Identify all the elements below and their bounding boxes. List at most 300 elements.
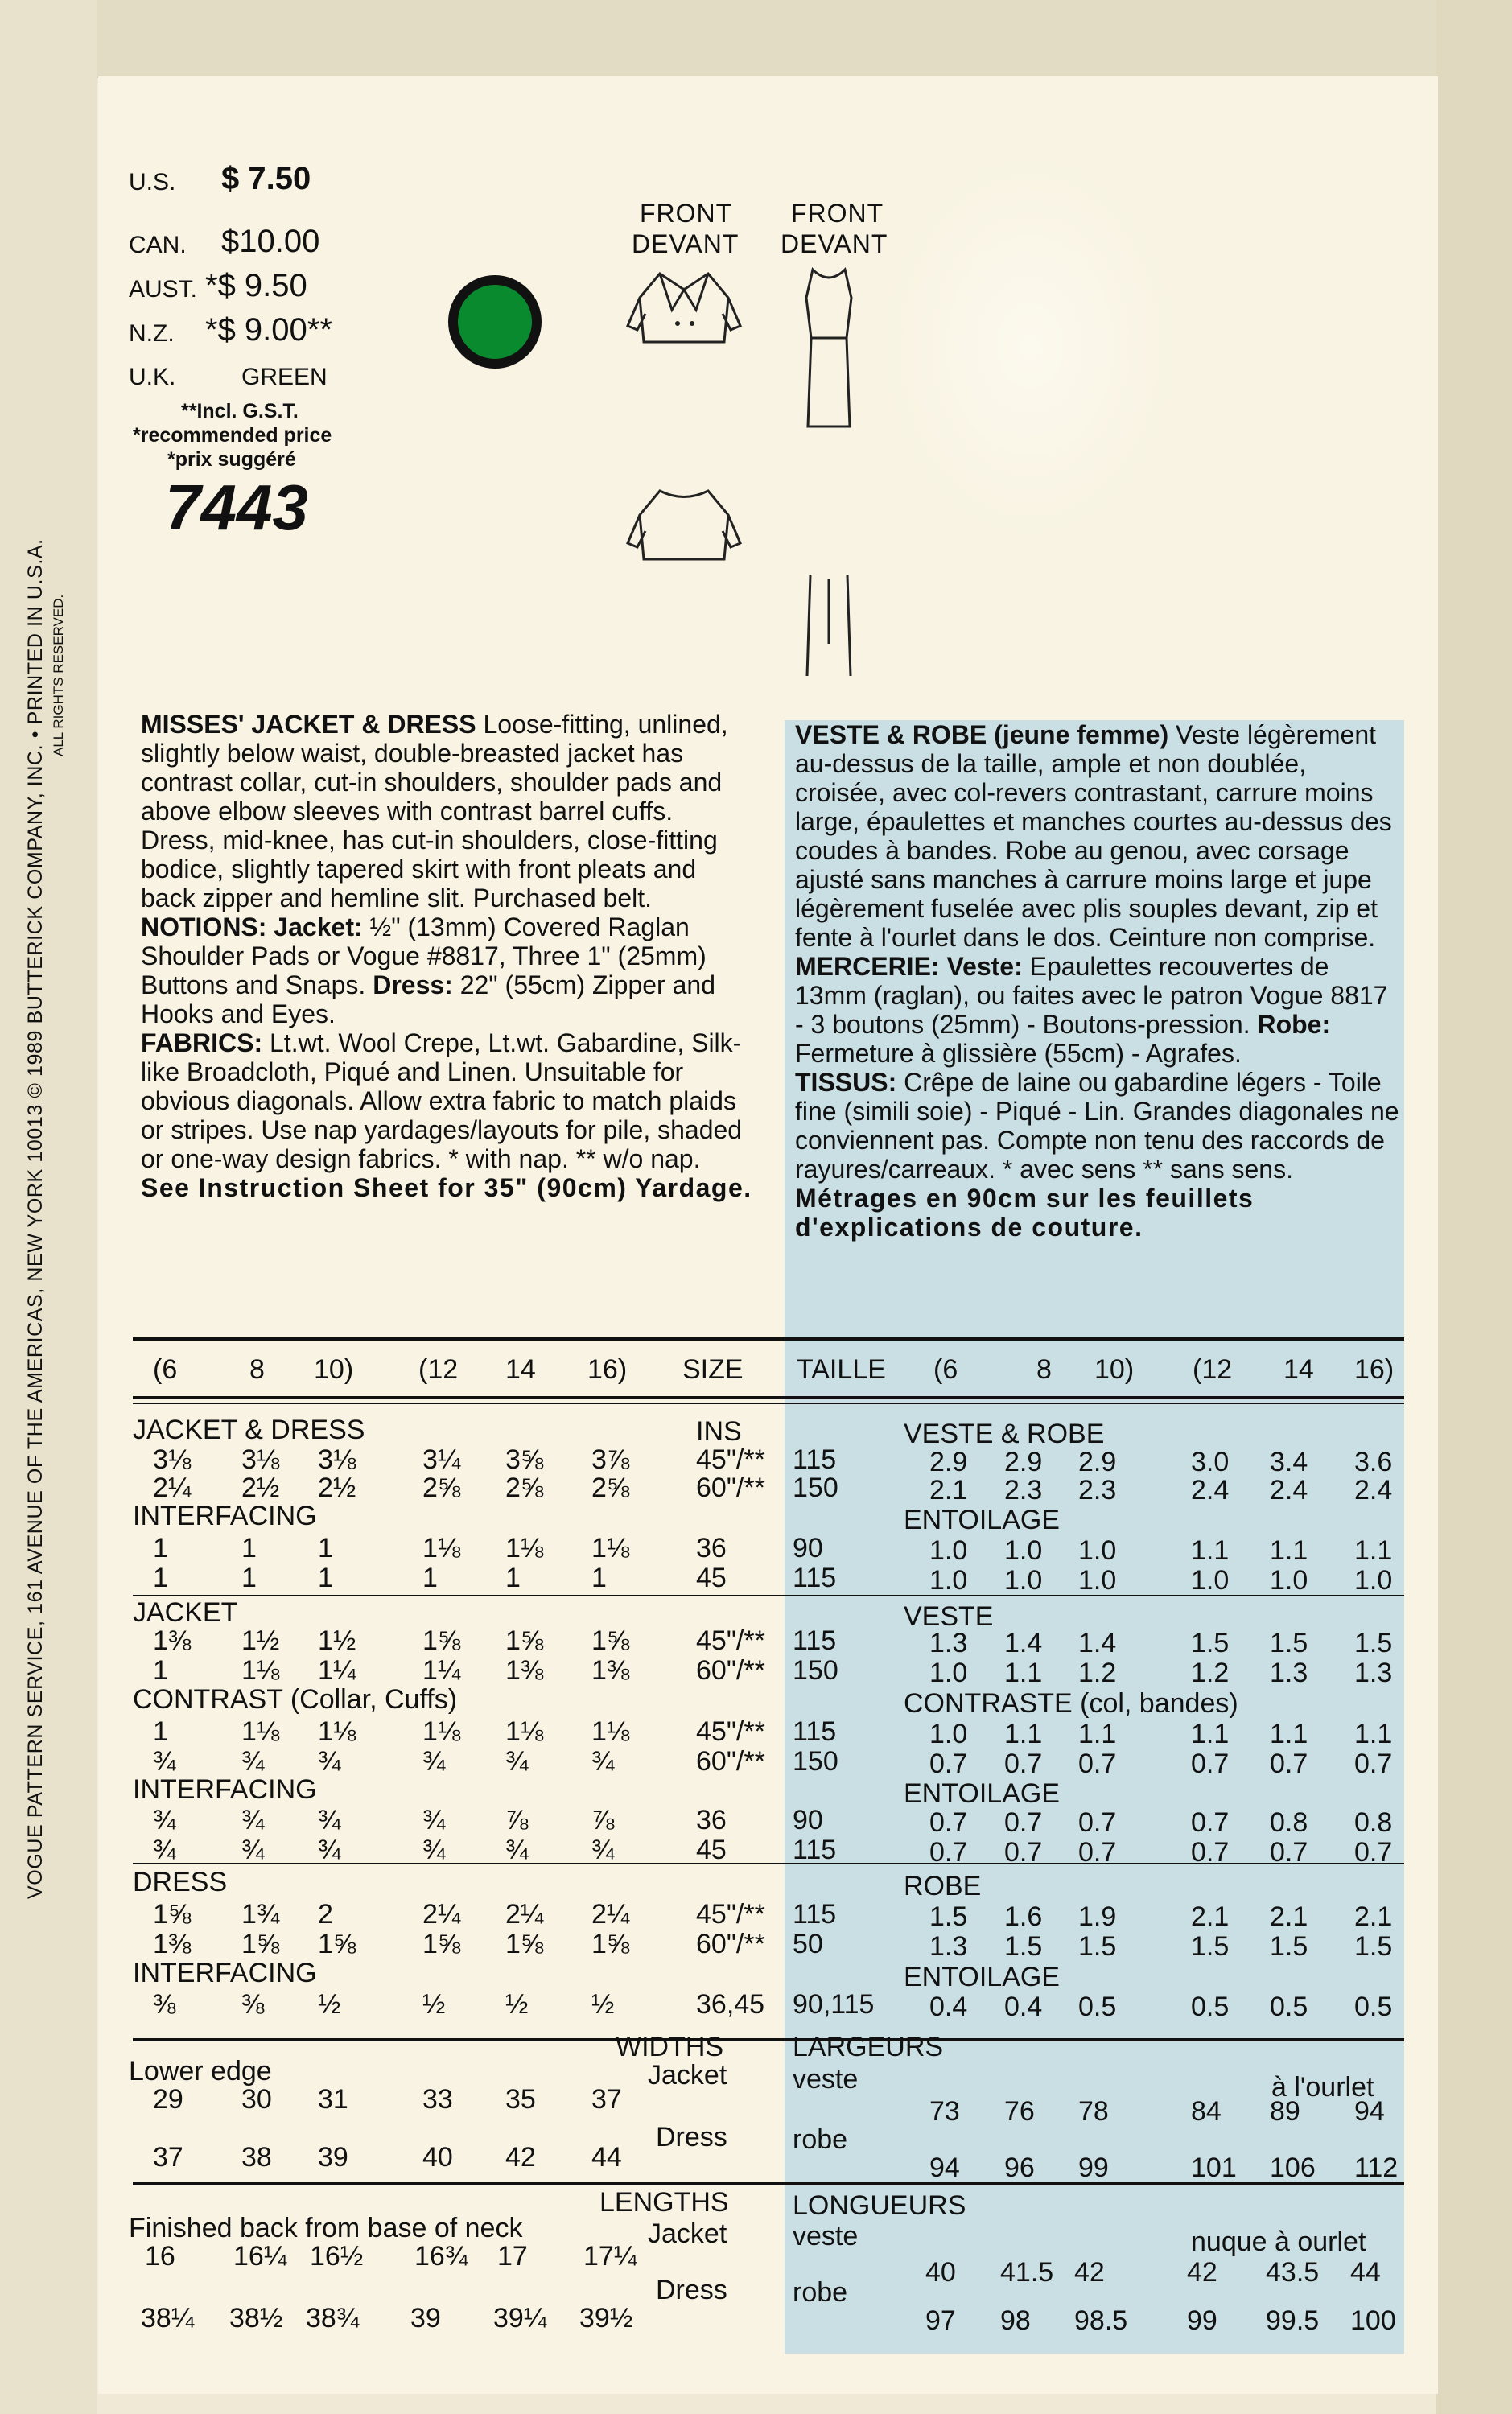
fabrics: Lt.wt. Wool Crepe, Lt.wt. Gabardine, Silk-like Broadcloth, Piqué and Linen. Unsuitable for obvious diagonals. Allow extra fabric to match plaids or stripes. Use nap yardages/layouts for pile, shaded or one-way design fabrics. * with nap. ** w/o nap.	[141, 1028, 743, 1173]
yardage-cell-en: ⅞	[505, 1805, 529, 1835]
yardage-cell-en: 1⅝	[241, 1929, 280, 1959]
width-robe-fr: 112	[1354, 2152, 1399, 2183]
yardage-cell-fr: 0.7	[1191, 1807, 1230, 1838]
width-dress-en: 42	[505, 2142, 536, 2173]
widths-label: WIDTHS	[616, 2032, 724, 2062]
section-label-fr: VESTE & ROBE	[904, 1419, 1105, 1449]
size-fr: 8	[1036, 1354, 1052, 1385]
width-robe-fr: 101	[1191, 2152, 1237, 2183]
yardage-cell-en: 3⅛	[241, 1444, 280, 1475]
yardage-cell-fr: 1.5	[1354, 1628, 1393, 1658]
notions-dress: 22" (55cm) Zipper and Hooks and Eyes.	[141, 970, 715, 1028]
yardage-cell-fr: 1.1	[1191, 1719, 1230, 1749]
fabrics-label: FABRICS:	[141, 1028, 263, 1057]
length-jacket-en: 17¼	[583, 2241, 637, 2272]
yardage-cell-fr: 1.5	[1270, 1931, 1308, 1962]
yardage-cell-en: ½	[422, 1989, 446, 2020]
yardage-cell-fr: 1.0	[1004, 1535, 1043, 1566]
yardage-cell-en: 2¼	[153, 1473, 192, 1503]
yardage-cell-en: ¾	[318, 1805, 341, 1835]
yardage-cell-en: 3⅛	[318, 1444, 356, 1475]
fabric-width-cm: 150	[793, 1746, 838, 1777]
fabric-width-in: 60"/**	[696, 1473, 765, 1503]
fabric-width-in: 60"/**	[696, 1929, 765, 1959]
section-label-fr: ENTOILAGE	[904, 1962, 1060, 1992]
yardage-cell-en: 1⅛	[422, 1533, 461, 1563]
yardage-cell-en: 1⅛	[505, 1533, 544, 1563]
yardage-cell-en: 1⅜	[505, 1655, 544, 1686]
yardage-cell-en: 1	[505, 1563, 521, 1593]
length-jacket-en: 16¾	[414, 2241, 468, 2272]
yardage-cell-fr: 1.1	[1191, 1535, 1230, 1566]
french-desc: Veste légèrement au-dessus de la taille, ample et non doublée, croisée, avec col-revers contrastant, carrure moins large, épaulettes et manches courtes au-dessus des coudes à bandes. Robe au genou, avec corsage ajusté sans manches à carrure moins large et jupe légèrement fuselée avec plis souples devant, zip et fente à l'ourlet dans le dos. Ceinture non comprise.	[795, 720, 1392, 952]
taille-label: TAILLE	[797, 1354, 886, 1385]
length-dress-en: 38½	[229, 2303, 283, 2334]
uk-green-dot	[447, 274, 543, 370]
yardage-cell-fr: 1.1	[1270, 1535, 1308, 1566]
yardage-cell-fr: 0.5	[1270, 1992, 1308, 2022]
can-label: CAN.	[129, 232, 187, 258]
length-robe-fr: 97	[925, 2305, 956, 2336]
yardage-cell-fr: 1.0	[929, 1565, 968, 1596]
yardage-cell-en: 1⅛	[422, 1716, 461, 1747]
yardage-cell-en: 1½	[318, 1625, 356, 1656]
yardage-cell-en: 1	[241, 1533, 257, 1563]
section-label-en: INTERFACING	[133, 1501, 317, 1531]
size-fr: 14	[1283, 1354, 1314, 1385]
fabric-width-cm: 90	[793, 1805, 823, 1835]
length-veste-fr: 41.5	[1000, 2257, 1054, 2288]
yardage-cell-fr: 0.7	[1078, 1837, 1117, 1868]
yardage-cell-fr: 1.0	[929, 1535, 968, 1566]
yardage-cell-fr: 0.5	[1191, 1992, 1230, 2022]
yardage-cell-en: 1	[241, 1563, 257, 1593]
us-price: $ 7.50	[221, 161, 311, 196]
fabric-width-cm: 90	[793, 1533, 823, 1563]
yardage-cell-en: ⅞	[591, 1805, 615, 1835]
fabric-width-cm: 115	[793, 1563, 837, 1593]
mercerie-robe: Fermeture à glissière (55cm) - Agrafes.	[795, 1039, 1242, 1068]
finished-back-label: Finished back from base of neck	[129, 2213, 523, 2243]
yardage-cell-fr: 3.0	[1191, 1447, 1230, 1477]
yardage-cell-fr: 1.2	[1078, 1658, 1117, 1688]
fabric-width-cm: 90,115	[793, 1989, 875, 2020]
fabric-width-in: 60"/**	[696, 1746, 765, 1777]
yardage-cell-en: ¾	[241, 1805, 265, 1835]
yardage-cell-en: ¾	[422, 1805, 446, 1835]
section-label-en: INTERFACING	[133, 1958, 317, 1988]
table-rule-widths	[133, 2038, 1404, 2041]
yardage-cell-fr: 0.7	[1191, 1749, 1230, 1779]
yardage-cell-fr: 1.5	[1354, 1931, 1393, 1962]
yardage-cell-en: 2¼	[505, 1899, 544, 1930]
yardage-cell-en: ¾	[153, 1835, 176, 1865]
largeurs-label: LARGEURS	[793, 2032, 944, 2062]
yardage-cell-fr: 0.4	[929, 1992, 968, 2022]
length-veste-fr: 40	[925, 2257, 956, 2288]
yardage-cell-en: 1⅝	[591, 1929, 630, 1959]
yardage-cell-en: 1	[318, 1563, 333, 1593]
dress-back-sketch	[801, 571, 857, 676]
yardage-cell-en: 2	[318, 1899, 333, 1930]
yardage-cell-fr: 0.8	[1354, 1807, 1393, 1838]
yardage-cell-fr: 1.1	[1004, 1658, 1043, 1688]
yardage-cell-en: ¾	[241, 1746, 265, 1777]
size-fr: (6	[933, 1354, 958, 1385]
yardage-cell-fr: 3.4	[1270, 1447, 1308, 1477]
section-label-en: JACKET & DRESS	[133, 1415, 365, 1445]
width-veste-fr: 76	[1004, 2096, 1035, 2127]
veste-label: Veste:	[946, 952, 1023, 981]
yardage-cell-fr: 1.1	[1354, 1719, 1393, 1749]
yardage-cell-fr: 0.5	[1354, 1992, 1393, 2022]
yardage-cell-fr: 2.3	[1078, 1475, 1117, 1506]
view-label-front-1: FRONT	[640, 199, 733, 228]
fabric-width-in: 45"/**	[696, 1444, 765, 1475]
length-robe-fr: 98.5	[1074, 2305, 1128, 2336]
width-veste-fr: 78	[1078, 2096, 1109, 2127]
fabric-width-in: 45	[696, 1835, 727, 1865]
yardage-cell-en: 1⅜	[153, 1929, 192, 1959]
yardage-cell-fr: 1.0	[1270, 1565, 1308, 1596]
yardage-cell-en: 1⅝	[505, 1929, 544, 1959]
fabric-width-in: 45"/**	[696, 1625, 765, 1656]
length-robe-fr: 99.5	[1266, 2305, 1320, 2336]
yardage-cell-en: 2⅝	[591, 1473, 630, 1503]
section-label-en: INTERFACING	[133, 1774, 317, 1805]
length-dress-en: 39	[410, 2303, 441, 2334]
notions-jacket: ½" (13mm) Covered Raglan Shoulder Pads or Vogue #8817, Three 1" (25mm) Buttons and Snaps.	[141, 912, 707, 999]
yardage-cell-en: ¾	[422, 1835, 446, 1865]
yardage-cell-fr: 0.7	[1270, 1749, 1308, 1779]
fabric-width-in: 36,45	[696, 1989, 765, 2020]
price-note-recommended: *recommended price	[133, 424, 332, 447]
lengths-veste-label: veste	[793, 2221, 859, 2251]
width-dress-en: 44	[591, 2142, 622, 2173]
yardage-cell-fr: 2.1	[929, 1475, 968, 1506]
yardage-cell-en: 1⅝	[422, 1625, 461, 1656]
yardage-cell-en: 1⅛	[318, 1716, 356, 1747]
yardage-cell-en: ¾	[505, 1746, 529, 1777]
fabric-width-in: 60"/**	[696, 1655, 765, 1686]
yardage-cell-fr: 2.9	[929, 1447, 968, 1477]
longueurs-label: LONGUEURS	[793, 2190, 966, 2221]
width-dress-en: 37	[153, 2142, 183, 2173]
fabric-width-cm: 150	[793, 1655, 838, 1686]
section-label-fr: ROBE	[904, 1871, 982, 1901]
fabric-width-cm: 115	[793, 1835, 837, 1865]
robe-label: Robe:	[1257, 1010, 1331, 1039]
size-en: 14	[505, 1354, 536, 1385]
french-description	[795, 720, 1403, 1242]
length-dress-en: 38¼	[141, 2303, 195, 2334]
yardage-cell-fr: 1.1	[1004, 1719, 1043, 1749]
width-veste-fr: 73	[929, 2096, 960, 2127]
size-fr: 10)	[1094, 1354, 1135, 1385]
envelope-flap	[0, 0, 1512, 78]
nz-price: *$ 9.00**	[205, 312, 332, 348]
yardage-cell-en: 1½	[241, 1625, 280, 1656]
yardage-cell-en: 1⅛	[505, 1716, 544, 1747]
yardage-cell-fr: 0.8	[1270, 1807, 1308, 1838]
yardage-cell-en: 1	[591, 1563, 607, 1593]
length-veste-fr: 42	[1187, 2257, 1217, 2288]
yardage-cell-en: 1¼	[318, 1655, 356, 1686]
yardage-cell-fr: 1.1	[1270, 1719, 1308, 1749]
yardage-cell-en: ¾	[241, 1835, 265, 1865]
widths-jacket-label: Jacket	[648, 2060, 727, 2091]
yardage-cell-fr: 1.0	[1354, 1565, 1393, 1596]
view-label-front-2: FRONT	[791, 199, 884, 228]
ins-label: INS	[696, 1416, 742, 1447]
nuque-label: nuque à ourlet	[1191, 2227, 1366, 2257]
width-jacket-en: 30	[241, 2084, 272, 2115]
section-label-en: CONTRAST (Collar, Cuffs)	[133, 1684, 458, 1715]
size-fr: (12	[1193, 1354, 1233, 1385]
yardage-cell-en: 1¼	[422, 1655, 461, 1686]
yardage-cell-fr: 1.5	[929, 1901, 968, 1932]
english-desc: Loose-fitting, unlined, slightly below waist, double-breasted jacket has contrast collar, cut-in shoulders, shoulder pads and above elbow sleeves with contrast barrel cuffs. Dress, mid-knee, has cut-in shoulders, close-fitting bodice, slightly tapered skirt with front pleats and back zipper and hemline slit. Purchased belt.	[141, 710, 728, 912]
fabric-width-in: 36	[696, 1805, 727, 1835]
yardage-cell-fr: 1.5	[1191, 1931, 1230, 1962]
yardage-cell-fr: 1.3	[929, 1628, 968, 1658]
yardage-cell-fr: 0.7	[929, 1807, 968, 1838]
size-en: 8	[249, 1354, 265, 1385]
fabric-width-in: 45	[696, 1563, 727, 1593]
width-jacket-en: 35	[505, 2084, 536, 2115]
yardage-cell-fr: 2.1	[1191, 1901, 1230, 1932]
yardage-cell-fr: 0.7	[1004, 1837, 1043, 1868]
aust-price: *$ 9.50	[205, 268, 307, 303]
yardage-cell-en: ½	[318, 1989, 341, 2020]
yardage-cell-en: 1⅝	[591, 1625, 630, 1656]
section-label-en: JACKET	[133, 1597, 238, 1628]
price-note-suggere: *prix suggéré	[167, 448, 296, 471]
yardage-cell-fr: 1.5	[1270, 1628, 1308, 1658]
yardage-cell-fr: 2.4	[1191, 1475, 1230, 1506]
lower-edge-label: Lower edge	[129, 2056, 272, 2087]
length-jacket-en: 16½	[310, 2241, 364, 2272]
yardage-cell-fr: 0.7	[1270, 1837, 1308, 1868]
yardage-cell-fr: 1.4	[1078, 1628, 1117, 1658]
metrages-note: Métrages en 90cm sur les feuillets d'explications de couture.	[795, 1184, 1255, 1242]
yardage-cell-fr: 1.0	[1191, 1565, 1230, 1596]
dress-front-sketch	[797, 266, 861, 426]
yardage-cell-fr: 0.7	[1004, 1807, 1043, 1838]
view-label-devant-2: DEVANT	[781, 229, 888, 258]
yardage-cell-fr: 2.4	[1354, 1475, 1393, 1506]
lengths-robe-label: robe	[793, 2277, 848, 2308]
yardage-cell-fr: 1.9	[1078, 1901, 1117, 1932]
yardage-cell-fr: 0.4	[1004, 1992, 1043, 2022]
yardage-cell-fr: 0.7	[929, 1749, 968, 1779]
yardage-cell-en: 1⅝	[505, 1625, 544, 1656]
yardage-cell-fr: 1.5	[1004, 1931, 1043, 1962]
yardage-cell-en: 1	[153, 1563, 168, 1593]
yardage-cell-en: ⅜	[153, 1989, 176, 2020]
yardage-cell-en: 1	[318, 1533, 333, 1563]
length-dress-en: 39¼	[493, 2303, 547, 2334]
yardage-cell-en: ¾	[318, 1835, 341, 1865]
size-en: 16)	[587, 1354, 628, 1385]
faded-area	[877, 145, 1183, 547]
uk-label: U.K.	[129, 364, 176, 390]
yardage-cell-en: 2½	[318, 1473, 356, 1503]
yardage-cell-fr: 1.0	[1078, 1535, 1117, 1566]
yardage-cell-fr: 1.5	[1078, 1931, 1117, 1962]
width-jacket-en: 33	[422, 2084, 453, 2115]
spine-imprint: VOGUE PATTERN SERVICE, 161 AVENUE OF THE AMERICAS, NEW YORK 10013 © 1989 BUTTERICK COMPANY, INC. • PRINTED IN U.S.A.	[24, 538, 47, 1899]
width-jacket-en: 31	[318, 2084, 348, 2115]
yardage-cell-en: 2¼	[591, 1899, 630, 1930]
english-title: MISSES' JACKET & DRESS	[141, 710, 476, 739]
size-en: (6	[153, 1354, 178, 1385]
yardage-cell-en: 3¼	[422, 1444, 461, 1475]
yardage-cell-fr: 0.5	[1078, 1992, 1117, 2022]
yardage-cell-en: 1¾	[241, 1899, 280, 1930]
length-veste-fr: 42	[1074, 2257, 1105, 2288]
length-veste-fr: 43.5	[1266, 2257, 1320, 2288]
yardage-cell-fr: 0.7	[929, 1837, 968, 1868]
yardage-cell-fr: 1.0	[1078, 1565, 1117, 1596]
tissus: Crêpe de laine ou gabardine légers - Toile fine (simili soie) - Piqué - Lin. Grandes diagonales ne conviennent pas. Compte non tenu des raccords de rayures/carreaux. * avec sens ** sans sens.	[795, 1068, 1399, 1184]
yardage-cell-en: 1⅝	[422, 1929, 461, 1959]
yardage-cell-en: 3⅝	[505, 1444, 544, 1475]
yardage-cell-fr: 1.0	[929, 1719, 968, 1749]
size-en: (12	[418, 1354, 459, 1385]
length-dress-en: 39½	[579, 2303, 633, 2334]
yardage-cell-en: 2½	[241, 1473, 280, 1503]
nz-label: N.Z.	[129, 320, 175, 347]
size-fr: 16)	[1354, 1354, 1395, 1385]
yardage-cell-fr: 0.7	[1078, 1749, 1117, 1779]
notions-jacket-label: Jacket:	[274, 912, 363, 941]
fabric-width-in: 36	[696, 1533, 727, 1563]
length-jacket-en: 16	[145, 2241, 175, 2272]
yardage-cell-fr: 0.7	[1078, 1807, 1117, 1838]
fabric-width-cm: 150	[793, 1473, 838, 1503]
yardage-cell-en: ¾	[153, 1805, 176, 1835]
yardage-cell-fr: 1.0	[929, 1658, 968, 1688]
yardage-cell-en: 1⅛	[241, 1716, 280, 1747]
yardage-cell-en: ½	[505, 1989, 529, 2020]
yardage-cell-en: 1	[422, 1563, 438, 1593]
notions-label: NOTIONS:	[141, 912, 267, 941]
yardage-cell-fr: 0.7	[1354, 1837, 1393, 1868]
size-label: SIZE	[682, 1354, 744, 1385]
length-robe-fr: 98	[1000, 2305, 1031, 2336]
yardage-cell-fr: 3.6	[1354, 1447, 1393, 1477]
yardage-cell-fr: 1.2	[1191, 1658, 1230, 1688]
jacket-back-sketch	[628, 483, 740, 571]
widths-robe-label: robe	[793, 2124, 848, 2155]
yardage-cell-fr: 2.1	[1354, 1901, 1393, 1932]
table-rule-header	[133, 1396, 1404, 1399]
yardage-cell-en: ½	[591, 1989, 615, 2020]
section-label-fr: VESTE	[904, 1601, 994, 1632]
yardage-cell-fr: 1.3	[1354, 1658, 1393, 1688]
lengths-jacket-label: Jacket	[648, 2218, 727, 2249]
yardage-cell-en: ⅜	[241, 1989, 265, 2020]
yardage-cell-en: 1⅝	[153, 1899, 192, 1930]
yardage-cell-fr: 1.3	[1270, 1658, 1308, 1688]
yardage-cell-en: 1	[153, 1655, 168, 1686]
yardage-cell-en: 3⅞	[591, 1444, 630, 1475]
fabric-width-cm: 115	[793, 1716, 837, 1747]
width-robe-fr: 99	[1078, 2152, 1109, 2183]
section-label-fr: ENTOILAGE	[904, 1505, 1060, 1535]
yardage-cell-en: 2⅝	[505, 1473, 544, 1503]
width-robe-fr: 106	[1270, 2152, 1316, 2183]
length-jacket-en: 17	[497, 2241, 528, 2272]
jacket-front-sketch	[628, 266, 740, 354]
yardage-cell-en: 1	[153, 1716, 168, 1747]
mercerie-label: MERCERIE:	[795, 952, 940, 981]
section-label-fr: ENTOILAGE	[904, 1778, 1060, 1809]
yardage-cell-fr: 1.6	[1004, 1901, 1043, 1932]
yardage-cell-en: ¾	[318, 1746, 341, 1777]
width-robe-fr: 94	[929, 2152, 960, 2183]
view-label-devant-1: DEVANT	[632, 229, 740, 258]
yardage-cell-en: ¾	[153, 1746, 176, 1777]
length-veste-fr: 44	[1350, 2257, 1381, 2288]
french-title: VESTE & ROBE (jeune femme)	[795, 720, 1169, 749]
table-rule-top	[133, 1337, 1404, 1341]
table-rule-header-2	[133, 1403, 1404, 1404]
rights-reserved: ALL RIGHTS RESERVED.	[51, 594, 66, 756]
price-note-gst: **Incl. G.S.T.	[181, 400, 299, 422]
yardage-cell-en: ¾	[591, 1835, 615, 1865]
yardage-cell-fr: 2.4	[1270, 1475, 1308, 1506]
us-label: U.S.	[129, 169, 176, 196]
notions-dress-label: Dress:	[373, 970, 453, 999]
fabric-width-cm: 115	[793, 1625, 837, 1656]
yardage-cell-en: 1⅛	[241, 1655, 280, 1686]
a-lourlet-label: à l'ourlet	[1271, 2072, 1374, 2103]
yardage-cell-fr: 2.1	[1270, 1901, 1308, 1932]
mercerie-veste: Epaulettes recouvertes de 13mm (raglan), ou faites avec le patron Vogue 8817 - 3 boutons (25mm) - Boutons-pression.	[795, 952, 1388, 1039]
yardage-cell-en: 1⅝	[318, 1929, 356, 1959]
yardage-cell-en: ¾	[591, 1746, 615, 1777]
length-jacket-en: 16¼	[233, 2241, 287, 2272]
yardage-cell-fr: 2.3	[1004, 1475, 1043, 1506]
yardage-cell-en: 1⅜	[153, 1625, 192, 1656]
widths-dress-label: Dress	[656, 2122, 727, 2152]
yardage-cell-en: 2⅝	[422, 1473, 461, 1503]
yardage-cell-en: ¾	[505, 1835, 529, 1865]
fabric-width-cm: 115	[793, 1444, 837, 1475]
yardage-cell-en: 1	[153, 1533, 168, 1563]
yardage-cell-en: 1⅜	[591, 1655, 630, 1686]
width-dress-en: 40	[422, 2142, 453, 2173]
yardage-cell-fr: 1.1	[1354, 1535, 1393, 1566]
english-description	[141, 710, 752, 1202]
width-veste-fr: 94	[1354, 2096, 1385, 2127]
yardage-cell-en: 2¼	[422, 1899, 461, 1930]
section-label-fr: CONTRASTE (col, bandes)	[904, 1688, 1238, 1719]
tissus-label: TISSUS:	[795, 1068, 897, 1097]
yardage-cell-fr: 1.1	[1078, 1719, 1117, 1749]
widths-veste-label: veste	[793, 2064, 859, 2095]
width-dress-en: 39	[318, 2142, 348, 2173]
length-robe-fr: 99	[1187, 2305, 1217, 2336]
yardage-cell-fr: 1.0	[1004, 1565, 1043, 1596]
fabric-width-in: 45"/**	[696, 1716, 765, 1747]
lengths-dress-label: Dress	[656, 2275, 727, 2305]
size-en: 10)	[314, 1354, 354, 1385]
yardage-cell-fr: 0.7	[1191, 1837, 1230, 1868]
pattern-number: 7443	[165, 472, 308, 543]
